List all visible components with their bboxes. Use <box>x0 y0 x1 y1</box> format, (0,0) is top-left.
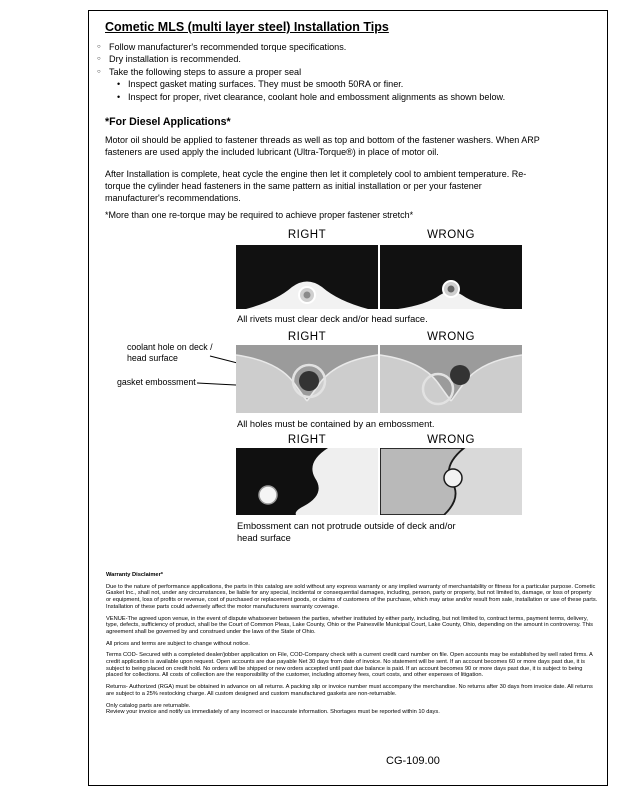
coolant-hole <box>450 365 470 385</box>
tip-item <box>97 41 577 53</box>
tips-list <box>97 41 577 103</box>
tip-text: Follow manufacturer's recommended torque specifications. <box>109 42 347 52</box>
coolant-hole <box>299 371 319 391</box>
legal-section <box>106 572 598 716</box>
tip-text: Dry installation is recommended. <box>109 54 241 65</box>
legal-paragraph: Review your invoice and notify us immediately of any incorrect or inaccurate information. Shortages must be reported within 10 days. <box>106 709 440 716</box>
page-code: CG-109.00 <box>386 755 440 767</box>
tip-text: Inspect gasket mating surfaces. They must be smooth 50RA or finer. <box>128 79 404 90</box>
right-label: RIGHT <box>287 331 327 343</box>
figure-embossment-wrong-image <box>380 345 522 413</box>
tip-text: Take the following steps to assure a proper seal <box>109 66 302 77</box>
warranty-disclaimer-heading: Warranty Disclaimer* <box>106 572 164 578</box>
page-title: Cometic MLS (multi layer steel) Installation Tips <box>105 20 389 34</box>
wrong-label: WRONG <box>427 331 475 343</box>
legal-paragraph: Returns- Authorized (RGA) must be obtained in advance on all returns. A packing slip or invoice number must accompany the merchandise. No returns after 30 days from invoice date. All returns are subject to a 25% restocking charge. All custom designed and custom manufactured gaskets are non-returnable. <box>106 684 593 697</box>
right-label: RIGHT <box>287 229 327 241</box>
legal-paragraph: Due to the nature of performance applications, the parts in this catalog are sold without any express warranty or any implied warranty of merchantability or fitness for a particular purpose. Cometic Gasket Inc., shall not, under any circumstances, be liable for any special, incidental or consequential damages, including, person, party or property, but not limited to, damage, or loss of property or equipment, loss of profits or revenue, cost of purchased or replacement goods, or claims of customers of the purchase, which may arise and/or result from sale, installation or use of these parts. Installation of these parts could adversely affect the motor manufacturers warranty coverage. <box>106 583 598 610</box>
figure-protrusion-right-image <box>236 448 378 515</box>
tip-item <box>97 66 577 78</box>
wrong-label: WRONG <box>427 229 475 241</box>
tip-sub-item <box>117 91 577 103</box>
callout-gasket-embossment: gasket embossment <box>117 377 196 387</box>
figure-rivet-wrong-image <box>380 245 522 309</box>
legal-paragraph: Only catalog parts are returnable. <box>106 702 191 709</box>
callout-coolant-hole: coolant hole on deck / head surface <box>127 342 213 363</box>
diesel-paragraph-1: Motor oil should be applied to fastener threads as well as top and bottom of the fastener washers. When ARP fasteners are used apply the included lubricant (Ultra-Torque®) in place of motor oil. <box>105 135 540 158</box>
figure-protrusion-caption: Embossment can not protrude outside of deck and/or head surface <box>237 521 456 543</box>
wrong-label: WRONG <box>427 434 475 446</box>
figure-rivet-right-image <box>236 245 378 309</box>
bolt-hole <box>444 469 462 487</box>
tip-item <box>97 53 577 65</box>
legal-paragraph: VENUE-The agreed upon venue, in the event of dispute whatsoever between the parties, whether instituted by either party, including, but not limited to, contract terms, payment terms, delivery, type, defects, sufficiency of product, shall be the Court of Common Pleas, Lake County, Ohio or the Painesville Municipal Court, Lake County, Ohio, depending on the amount in controversy. This agreement shall be governed by and construed under the laws of the State of Ohio. <box>106 615 593 635</box>
tip-text: Inspect for proper, rivet clearance, coolant hole and embossment alignments as shown below. <box>128 91 506 102</box>
figure-embossment-right-image <box>236 345 378 413</box>
legal-paragraph: All prices and terms are subject to change without notice. <box>106 640 250 647</box>
figure-embossment-caption: All holes must be contained by an embossment. <box>237 419 435 429</box>
retorque-note: *More than one re-torque may be required to achieve proper fastener stretch* <box>105 210 414 220</box>
bolt-hole <box>259 486 277 504</box>
diesel-paragraph-2: After Installation is complete, heat cycle the engine then let it completely cool to ambient temperature. Re-torque the cylinder head fasteners in the same pattern as initial installation or per your fastener manufacturer's recommendations. <box>105 169 527 204</box>
figure-protrusion-wrong-image <box>380 448 522 515</box>
legal-paragraph: Terms COD- Secured with a completed dealer/jobber application on File, COD-Company check with a current credit card number on file. Open accounts may be established by well rated firms. A credit application is available upon request. Open accounts are due payable Net 30 days from date of invoice. No statement will be sent. If an account becomes 60 or more days past due, it is subject to being placed on credit hold. No orders will be shipped or new orders accepted until past due balance is paid. If an account becomes 90 or more days past due, it is subject to being placed for collections. All costs of collection are the responsibility of the customer, including attorney fees, court costs, and other expenses of litigation. <box>106 652 593 679</box>
right-label: RIGHT <box>287 434 327 446</box>
figure-rivet-caption: All rivets must clear deck and/or head surface. <box>237 314 428 324</box>
tip-sub-item <box>117 78 577 90</box>
diesel-applications-heading: *For Diesel Applications* <box>105 116 231 128</box>
